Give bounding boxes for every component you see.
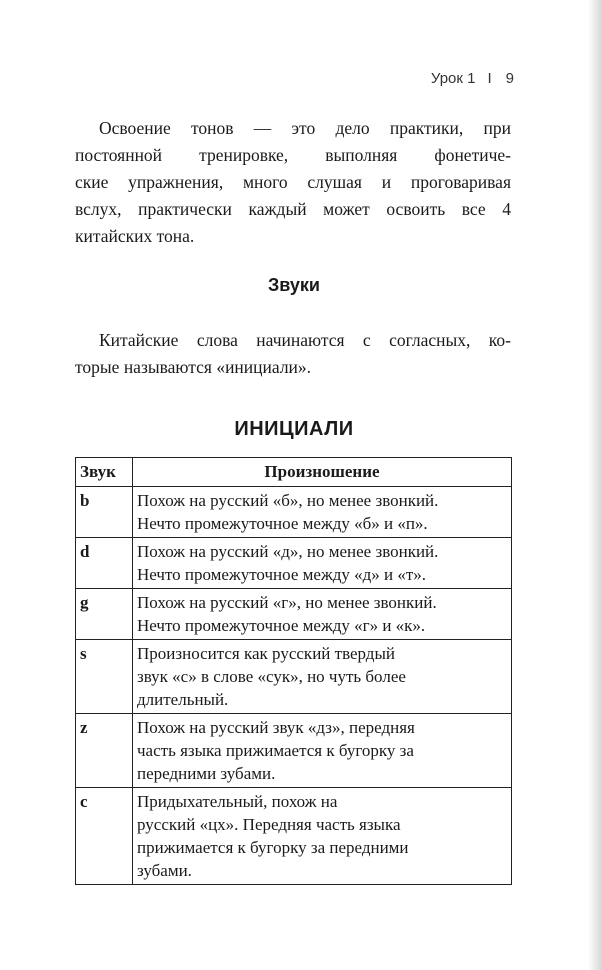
initials-table — [75, 457, 512, 885]
table-row — [76, 640, 512, 714]
sound-cell: s — [76, 640, 133, 714]
pronunciation-cell — [133, 788, 512, 885]
table-header-row — [76, 458, 512, 487]
sound-cell: z — [76, 714, 133, 788]
table-row — [76, 538, 512, 589]
pronunciation-cell — [133, 714, 512, 788]
pronunciation-line: передними зубами. — [137, 764, 276, 783]
table-row — [76, 589, 512, 640]
header-separator: I — [487, 70, 492, 87]
column-header-sound: Звук — [76, 458, 133, 487]
pronunciation-line: Нечто промежуточное между «г» и «к». — [137, 616, 426, 635]
paragraph-initials-intro — [75, 327, 511, 381]
pronunciation-line: длительный. — [137, 690, 229, 709]
pronunciation-cell — [133, 538, 512, 589]
pronunciation-line: Похож на русский «д», но менее звонкий. — [137, 542, 439, 561]
table-title: ИНИЦИАЛИ — [234, 418, 354, 440]
pronunciation-line: Похож на русский «г», но менее звонкий. — [137, 593, 437, 612]
paragraph-line: постоянной тренировке, выполняя фонетиче- — [75, 145, 511, 165]
pronunciation-cell — [133, 640, 512, 714]
pronunciation-line: зубами. — [137, 861, 192, 880]
pronunciation-line: Похож на русский звук «дз», передняя — [137, 718, 415, 737]
pronunciation-line: прижимается к бугорку за передними — [137, 838, 409, 857]
page-number: 9 — [505, 70, 514, 87]
page-edge-shadow — [588, 0, 602, 970]
sound-cell: b — [76, 487, 133, 538]
paragraph-line: торые называются «инициали». — [75, 357, 312, 377]
section-heading-sounds: Звуки — [268, 275, 320, 295]
pronunciation-line: часть языка прижимается к бугорку за — [137, 741, 414, 760]
paragraph-line: Освоение тонов — это дело практики, при — [99, 118, 511, 138]
running-header — [431, 70, 514, 87]
paragraph-line: Китайские слова начинаются с согласных, ко- — [99, 330, 511, 350]
column-header-pronunciation: Произношение — [133, 458, 512, 487]
paragraph-line: вслух, практически каждый может освоить все 4 — [75, 199, 511, 219]
table-row — [76, 788, 512, 885]
sound-cell: d — [76, 538, 133, 589]
sound-cell: c — [76, 788, 133, 885]
paragraph-line: китайских тона. — [75, 226, 195, 246]
table-row — [76, 714, 512, 788]
pronunciation-cell — [133, 589, 512, 640]
paragraph-tones — [75, 115, 511, 250]
pronunciation-line: русский «цх». Передняя часть языка — [137, 815, 401, 834]
pronunciation-line: Произносится как русский твердый — [137, 644, 395, 663]
pronunciation-line: Нечто промежуточное между «б» и «п». — [137, 514, 428, 533]
lesson-label: Урок 1 — [430, 70, 476, 87]
pronunciation-line: звук «с» в слове «сук», но чуть более — [137, 667, 406, 686]
pronunciation-line: Придыхательный, похож на — [137, 792, 338, 811]
paragraph-line: ские упражнения, много слушая и проговаривая — [75, 172, 511, 192]
table-row — [76, 487, 512, 538]
pronunciation-line: Нечто промежуточное между «д» и «т». — [137, 565, 427, 584]
sound-cell: g — [76, 589, 133, 640]
pronunciation-line: Похож на русский «б», но менее звонкий. — [137, 491, 439, 510]
pronunciation-cell — [133, 487, 512, 538]
